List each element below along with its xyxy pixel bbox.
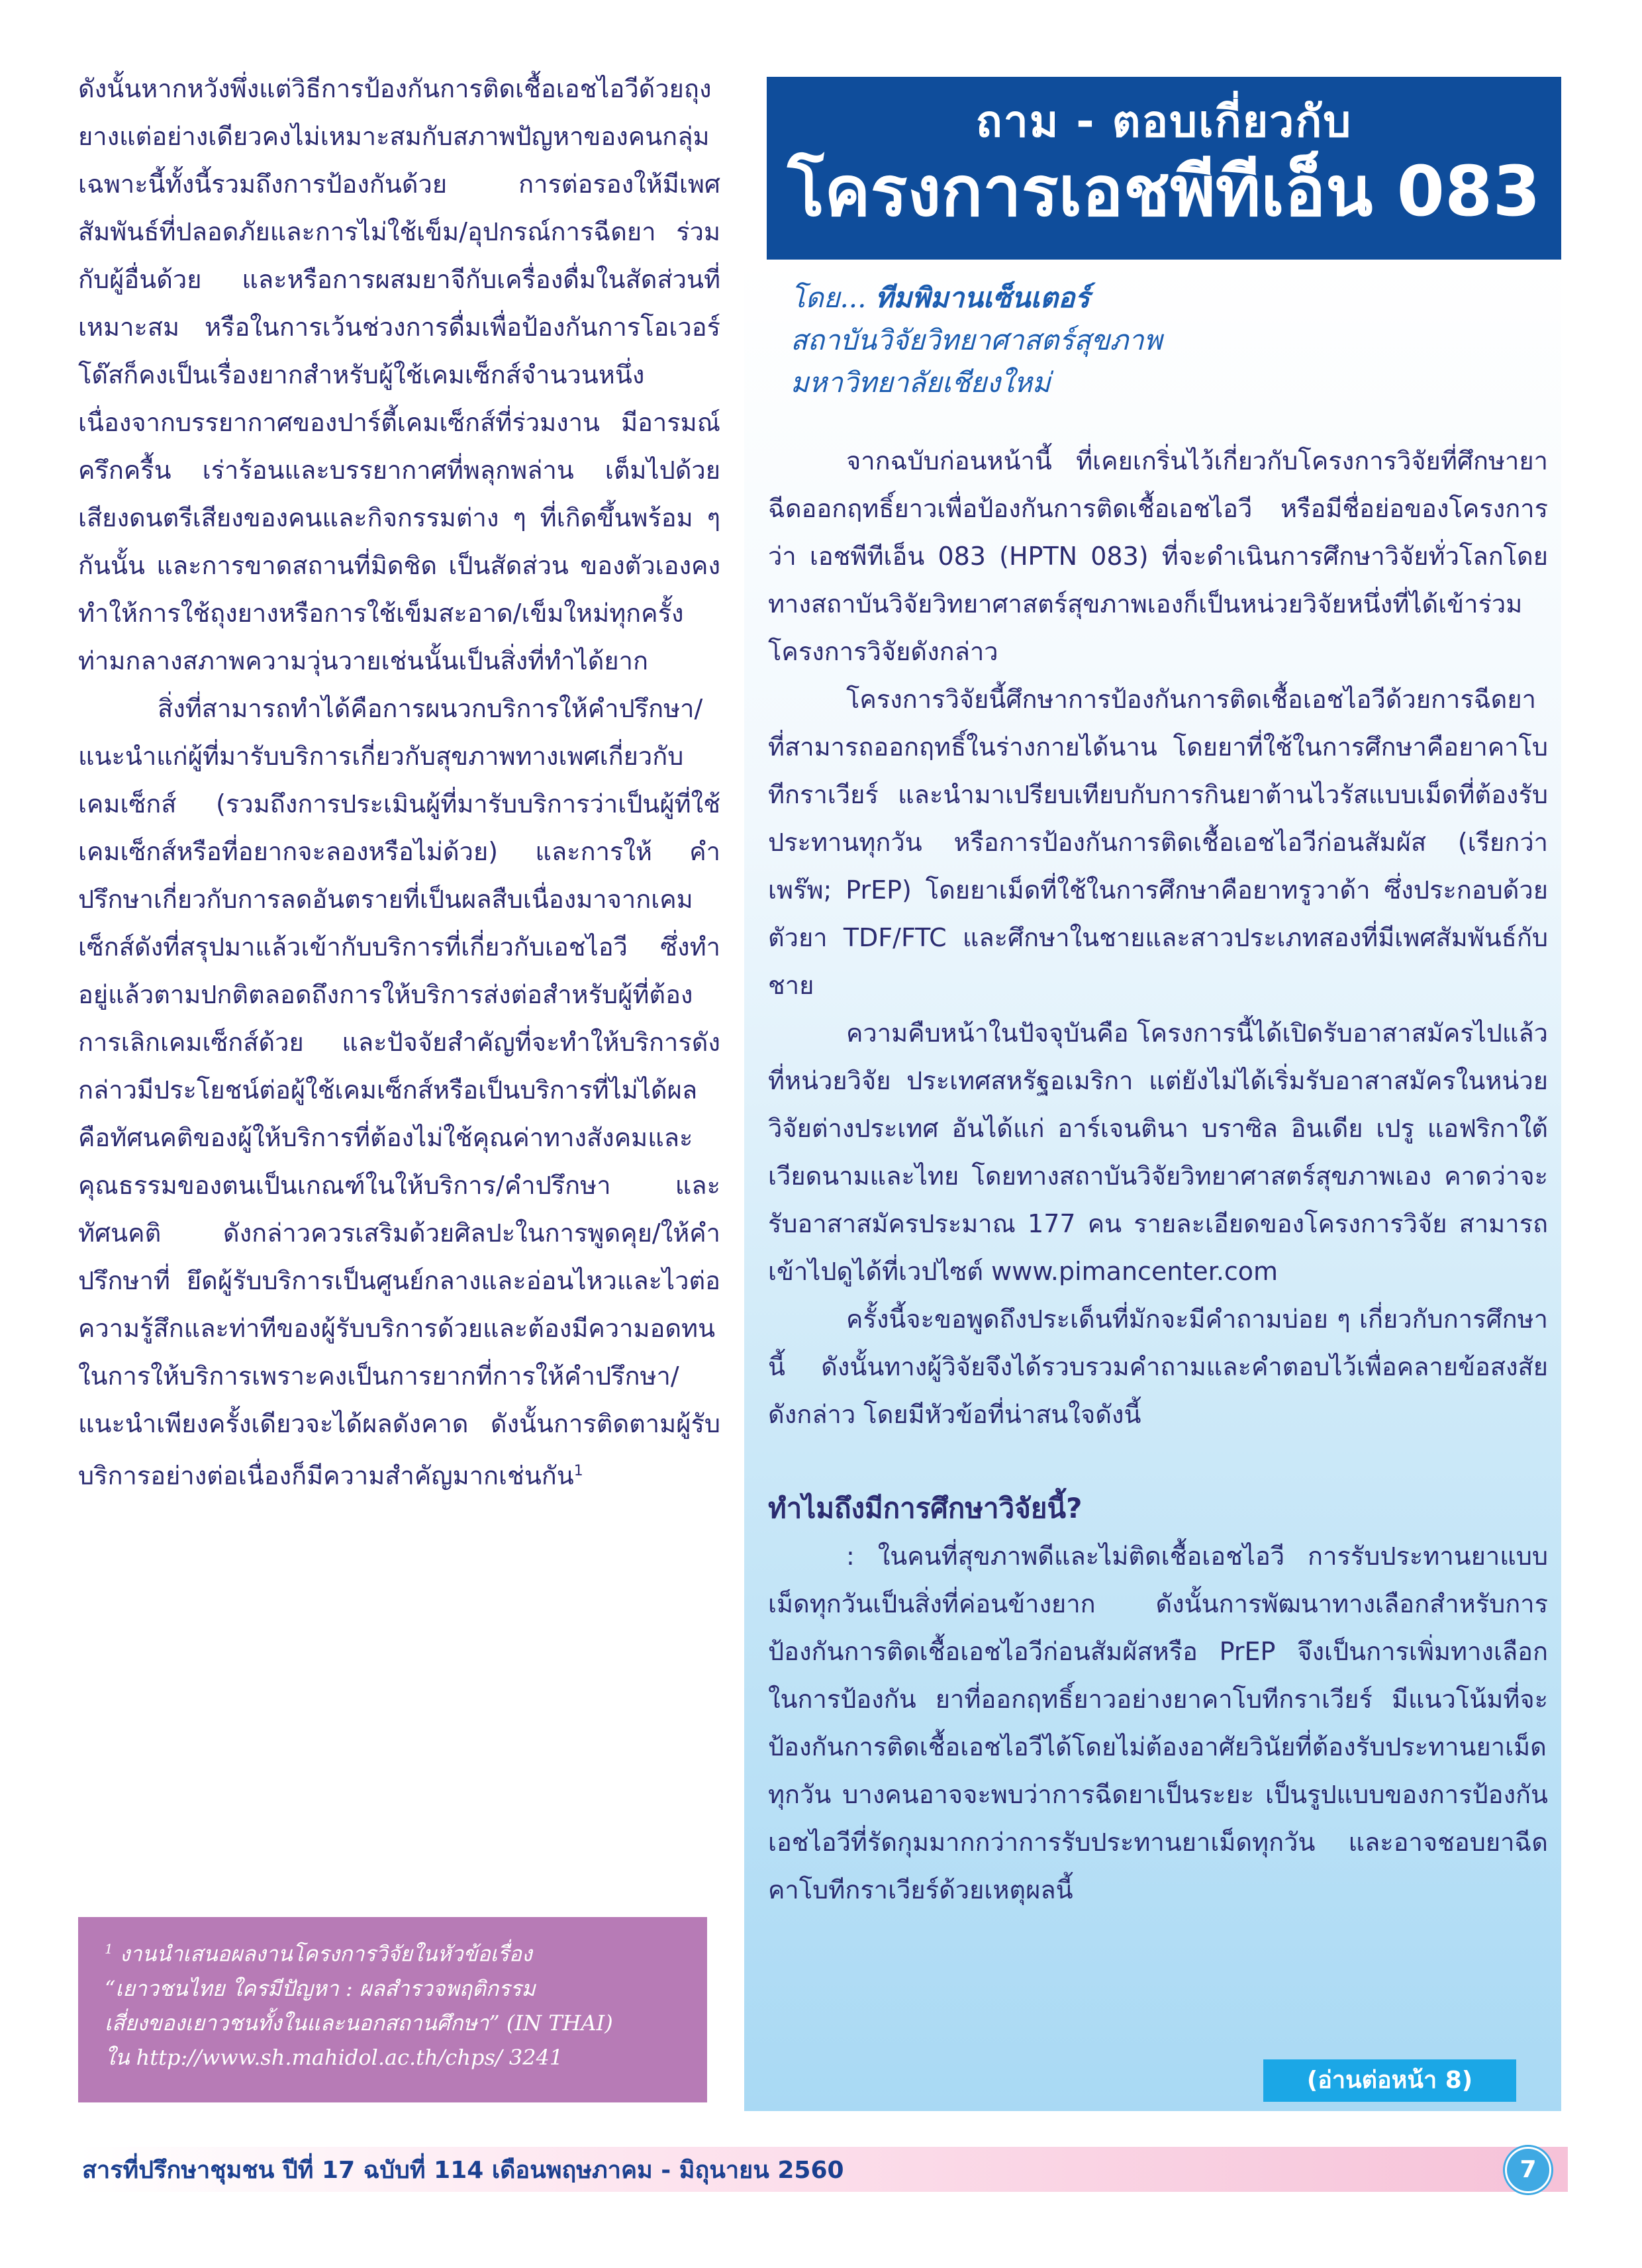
right-paragraph-4: ครั้งนี้จะขอพูดถึงประเด็นที่มักจะมีคำถามบ่อย ๆ เกี่ยวกับการศึกษานี้ ดังนั้นทางผู้วิจัยจึงได้รวบรวมคำถามและคำตอบไว้เพื่อคลายข้อสงสัยดังกล่าว โดยมีหัวข้อที่น่าสนใจดังนี้	[768, 1305, 1548, 1429]
right-paragraph-3: ความคืบหน้าในปัจจุบันคือ โครงการนี้ได้เปิดรับอาสาสมัครไปแล้วที่หน่วยวิจัย ประเทศสหรัฐอเมริกา แต่ยังไม่ได้เริ่มรับอาสาสมัครในหน่วยวิจัยต่างประเทศ อันได้แก่ อาร์เจนตินา บราซิล อินเดีย เปรู แอฟริกาใต้ เวียดนามและไทย โดยทางสถาบันวิจัยวิทยาศาสตร์สุขภาพเอง คาดว่าจะรับอาสาสมัครประมาณ 177 คน รายละเอียดของโครงการวิจัย สามารถเข้าไปดูได้ที่เวปไซต์ www.pimancenter.com	[768, 1018, 1548, 1286]
byline	[791, 277, 1519, 404]
byline-author: ทีมพิมานเซ็นเตอร์	[875, 281, 1090, 314]
answer-paragraph: : ในคนที่สุขภาพดีและไม่ติดเชื้อเอชไอวี การรับประทานยาแบบเม็ดทุกวันเป็นสิ่งที่ค่อนข้างยาก ดังนั้นการพัฒนาทางเลือกสำหรับการป้องกันการติดเชื้อเอชไอวีก่อนสัมผัสหรือ PrEP จึงเป็นการเพิ่มทางเลือกในการป้องกัน ยาที่ออกฤทธิ์ยาวอย่างยาคาโบทีกราเวียร์ มีแนวโน้มที่จะป้องกันการติดเชื้อเอชไอวีได้โดยไม่ต้องอาศัยวินัยที่ต้องรับประทานยาเม็ดทุกวัน บางคนอาจจะพบว่าการฉีดยาเป็นระยะ เป็นรูปแบบของการป้องกันเอชไอวีที่รัดกุมมากกว่าการรับประทานยาเม็ดทุกวัน และอาจชอบยาฉีดคาโบทีกราเวียร์ด้วยเหตุผลนี้	[768, 1542, 1548, 1904]
footnote-number: 1	[105, 1941, 113, 1957]
footnote-line-4: ใน http://www.sh.mahidol.ac.th/chps/ 3241	[105, 2044, 563, 2070]
footnote-ref: 1	[573, 1463, 583, 1479]
continue-on-page-label: (อ่านต่อหน้า 8)	[1263, 2059, 1516, 2102]
byline-university: มหาวิทยาลัยเชียงใหม่	[791, 366, 1051, 399]
right-paragraph-2: โครงการวิจัยนี้ศึกษาการป้องกันการติดเชื้อเอชไอวีด้วยการฉีดยาที่สามารถออกฤทธิ์ในร่างกายได้นาน โดยยาที่ใช้ในการศึกษาคือยาคาโบทีกราเวียร์ และนำมาเปรียบเทียบกับการกินยาต้านไวรัสแบบเม็ดที่ต้องรับประทานทุกวัน หรือการป้องกันการติดเชื้อเอชไอวีก่อนสัมผัส (เรียกว่าเพร๊พ; PrEP) โดยยาเม็ดที่ใช้ในการศึกษาคือยาทรูวาด้า ซึ่งประกอบด้วยตัวยา TDF/FTC และศึกษาในชายและสาวประเภทสองที่มีเพศสัมพันธ์กับชาย	[768, 685, 1548, 1000]
footnote-line-2: “เยาวชนไทย ใครมีปัญหา : ผลสำรวจพฤติกรรม	[105, 1975, 536, 2001]
article-title-line-1: ถาม - ตอบเกี่ยวกับ	[975, 96, 1353, 147]
byline-institute: สถาบันวิจัยวิทยาศาสตร์สุขภาพ	[791, 324, 1163, 356]
article-title-box	[767, 77, 1561, 260]
footnote-box	[78, 1917, 707, 2102]
right-paragraph-1: จากฉบับก่อนหน้านี้ ที่เคยเกริ่นไว้เกี่ยวกับโครงการวิจัยที่ศึกษายาฉีดออกฤทธิ์ยาวเพื่อป้องกันการติดเชื้อเอชไอวี หรือมีชื่อย่อของโครงการว่า เอชพีทีเอ็น 083 (HPTN 083) ที่จะดำเนินการศึกษาวิจัยทั่วโลกโดยทางสถาบันวิจัยวิทยาศาสตร์สุขภาพเองก็เป็นหน่วยวิจัยหนึ่งที่ได้เข้าร่วมโครงการวิจัยดังกล่าว	[768, 446, 1548, 666]
left-column	[78, 65, 720, 1500]
footnote-line-3: เสี่ยงของเยาวชนทั้งในและนอกสถานศึกษา” (IN THAI)	[105, 2010, 613, 2036]
right-column	[768, 437, 1548, 1914]
left-paragraph-2-text: สิ่งที่สามารถทำได้คือการผนวกบริการให้คำปรึกษา/แนะนำแก่ผู้ที่มารับบริการเกี่ยวกับสุขภาพทางเพศเกี่ยวกับ เคมเซ็กส์ (รวมถึงการประเมินผู้ที่มารับบริการว่าเป็นผู้ที่ใช้ เคมเซ็กส์หรือที่อยากจะลองหรือไม่ด้วย) และการให้ คำปรึกษาเกี่ยวกับการลดอันตรายที่เป็นผลสืบเนื่องมาจากเคมเซ็กส์ดังที่สรุปมาแล้วเข้ากับบริการที่เกี่ยวกับเอชไอวี ซึ่งทำอยู่แล้วตามปกติตลอดถึงการให้บริการส่งต่อสำหรับผู้ที่ต้องการเลิกเคมเซ็กส์ด้วย และปัจจัยสำคัญที่จะทำให้บริการดังกล่าวมีประโยชน์ต่อผู้ใช้เคมเซ็กส์หรือเป็นบริการที่ไม่ได้ผล คือทัศนคติของผู้ให้บริการที่ต้องไม่ใช้คุณค่าทางสังคมและคุณธรรมของตนเป็นเกณฑ์ในให้บริการ/คำปรึกษา และทัศนคติ ดังกล่าวควรเสริมด้วยศิลปะในการพูดคุย/ให้คำปรึกษาที่ ยึดผู้รับบริการเป็นศูนย์กลางและอ่อนไหวและไวต่อความรู้สึกและท่าทีของผู้รับบริการด้วยและต้องมีความอดทนในการให้บริการเพราะคงเป็นการยากที่การให้คำปรึกษา/แนะนำเพียงครั้งเดียวจะได้ผลดังคาด ดังนั้นการติดตามผู้รับบริการอย่างต่อเนื่องก็มีความสำคัญมากเช่นกัน	[78, 694, 720, 1491]
footnote-line-1	[105, 1932, 681, 1971]
byline-author-line	[791, 277, 1519, 319]
question-heading: ทำไมถึงมีการศึกษาวิจัยนี้?	[768, 1492, 1083, 1524]
left-paragraph-2	[78, 685, 720, 1500]
byline-prefix: โดย...	[791, 281, 867, 314]
left-paragraph-1: ดังนั้นหากหวังพึ่งแต่วิธีการป้องกันการติดเชื้อเอชไอวีด้วยถุงยางแต่อย่างเดียวคงไม่เหมาะสมกับสภาพปัญหาของคนกลุ่มเฉพาะนี้ทั้งนี้รวมถึงการป้องกันด้วย การต่อรองให้มีเพศสัมพันธ์ที่ปลอดภัยและการไม่ใช้เข็ม/อุปกรณ์การฉีดยา ร่วมกับผู้อื่นด้วย และหรือการผสมยาจีกับเครื่องดื่มในสัดส่วนที่เหมาะสม หรือในการเว้นช่วงการดื่มเพื่อป้องกันการโอเวอร์โด๊สก็คงเป็นเรื่องยากสำหรับผู้ใช้เคมเซ็กส์จำนวนหนึ่งเนื่องจากบรรยากาศของปาร์ตี้เคมเซ็กส์ที่ร่วมงาน มีอารมณ์ครึกครื้น เร่าร้อนและบรรยากาศที่พลุกพล่าน เต็มไปด้วยเสียงดนตรีเสียงของคนและกิจกรรมต่าง ๆ ที่เกิดขึ้นพร้อม ๆ กันนั้น และการขาดสถานที่มิดชิด เป็นสัดส่วน ของตัวเองคงทำให้การใช้ถุงยางหรือการใช้เข็มสะอาด/เข็มใหม่ทุกครั้งท่ามกลางสภาพความวุ่นวายเช่นนั้นเป็นสิ่งที่ทำได้ยาก	[78, 74, 720, 675]
footnote-line-1-text: งานนำเสนอผลงานโครงการวิจัยในหัวข้อเรื่อง	[119, 1941, 532, 1967]
magazine-issue-line: สารที่ปรึกษาชุมชน ปีที่ 17 ฉบับที่ 114 เดือนพฤษภาคม - มิถุนายน 2560	[82, 2157, 844, 2184]
article-title-line-2: โครงการเอชพีทีเอ็น 083	[787, 151, 1541, 232]
page-number-badge: 7	[1505, 2147, 1551, 2193]
